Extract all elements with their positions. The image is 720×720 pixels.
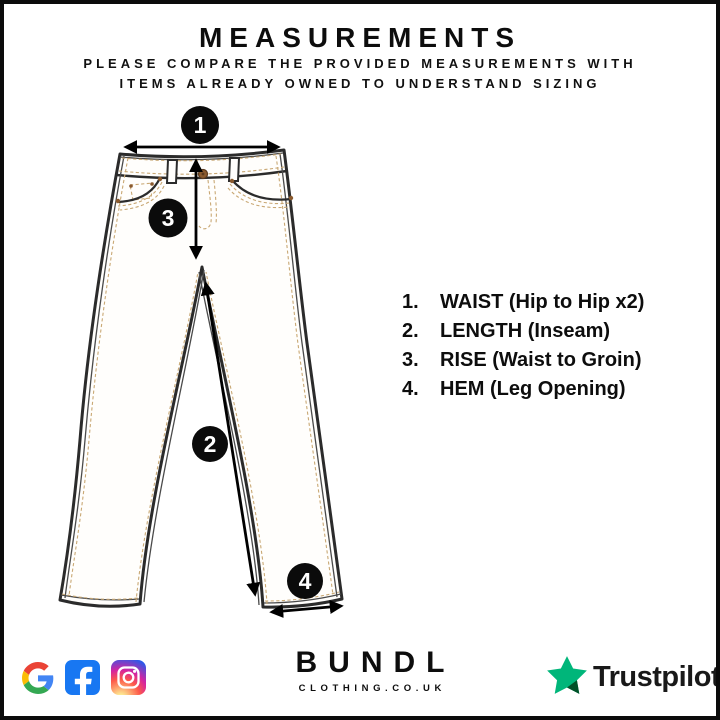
google-icon xyxy=(22,662,54,694)
page-title: MEASUREMENTS xyxy=(198,22,521,53)
marker-waist xyxy=(181,106,219,144)
trustpilot-star-icon xyxy=(545,656,589,698)
marker-rise xyxy=(149,199,188,238)
subtitle-line-2: ITEMS ALREADY OWNED TO UNDERSTAND SIZING xyxy=(119,76,601,91)
legend-item-waist xyxy=(402,288,644,317)
brand-name: BUNDL xyxy=(295,646,456,679)
svg-text:3: 3 xyxy=(161,205,175,231)
brand-logo xyxy=(270,646,470,694)
jeans-diagram xyxy=(50,100,390,630)
facebook-icon xyxy=(65,660,100,695)
trustpilot-wordmark: Trustpilot xyxy=(593,660,720,693)
legend-label: RISE (Waist to Groin) xyxy=(440,349,642,371)
legend-label: WAIST (Hip to Hip x2) xyxy=(440,291,645,313)
page-subtitle xyxy=(0,54,720,94)
legend-label: HEM (Leg Opening) xyxy=(440,378,626,400)
legend-label: LENGTH (Inseam) xyxy=(440,320,611,342)
trustpilot-logo xyxy=(545,656,720,698)
jeans-outline xyxy=(60,150,342,607)
subtitle-line-1: PLEASE COMPARE THE PROVIDED MEASUREMENTS WITH xyxy=(83,56,637,71)
legend-item-length xyxy=(402,317,644,346)
svg-text:4: 4 xyxy=(298,568,312,594)
brand-domain: CLOTHING.CO.UK xyxy=(298,683,446,694)
legend-number: 3. xyxy=(402,349,419,371)
social-icons xyxy=(22,660,146,695)
legend-number: 1. xyxy=(402,291,419,313)
marker-hem xyxy=(287,563,323,599)
legend-item-hem xyxy=(402,375,644,404)
measurement-legend xyxy=(402,288,644,404)
marker-inseam xyxy=(192,426,228,462)
instagram-icon xyxy=(111,660,146,695)
legend-number: 4. xyxy=(402,378,419,400)
legend-number: 2. xyxy=(402,320,419,342)
legend-item-rise xyxy=(402,346,644,375)
svg-text:1: 1 xyxy=(193,112,207,138)
svg-text:2: 2 xyxy=(203,431,217,457)
